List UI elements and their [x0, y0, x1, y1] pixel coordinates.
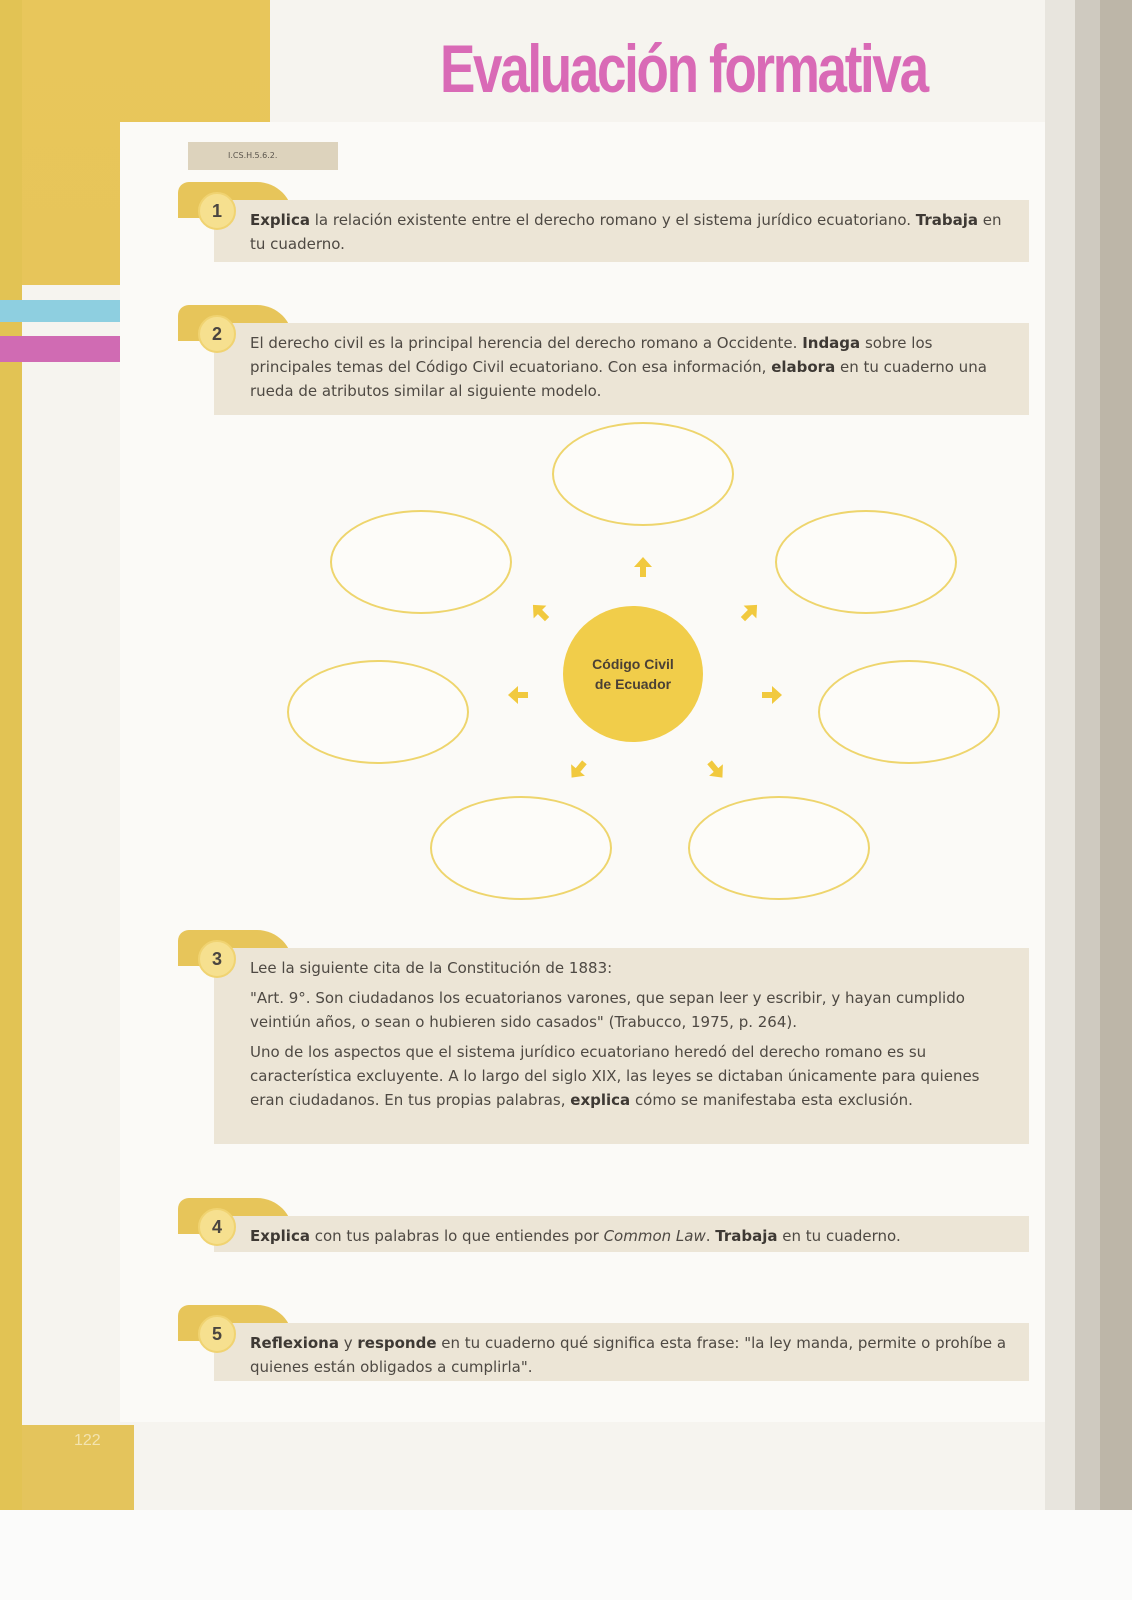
center-label-line-1: Código Civil [592, 656, 674, 672]
scan-bottom-margin [0, 1510, 1132, 1600]
activity-2-box [214, 323, 1029, 415]
book-edge [1100, 0, 1132, 1510]
blue-stripe-decoration [0, 300, 120, 322]
attribute-oval-upper-left [330, 510, 512, 614]
activity-2-number: 2 [198, 315, 236, 353]
attribute-oval-upper-right [775, 510, 957, 614]
activity-1-box [214, 200, 1029, 262]
activity-1-text: Explica la relación existente entre el derecho romano y el sistema jurídico ecuatoriano. Trabaja en tu cuaderno. [250, 211, 1002, 253]
attribute-oval-right [818, 660, 1000, 764]
activity-3-box [214, 948, 1029, 1144]
page-spine [0, 0, 22, 1510]
page-number: 122 [74, 1432, 101, 1449]
arrow-right-icon [760, 683, 784, 707]
attribute-oval-top [552, 422, 734, 526]
activity-5-text: Reflexiona y responde en tu cuaderno qué significa esta frase: "la ley manda, permite o prohíbe a quienes están obligados a cumplirla". [250, 1334, 1007, 1376]
activity-3-quote: "Art. 9°. Son ciudadanos los ecuatorianos varones, que sepan leer y escribir, y hayan cumplido veintiún años, o sean o hubieren sido casados" (Trabucco, 1975, p. 264). [250, 989, 965, 1031]
activity-3-paragraph-3: Uno de los aspectos que el sistema jurídico ecuatoriano heredó del derecho romano es su característica excluyente. A lo largo del siglo XIX, las leyes se dictaban únicamente para quienes eran ciudadanos. En tus propias palabras, explica cómo se manifestaba esta exclusión. [250, 1043, 980, 1109]
attribute-oval-lower-right [688, 796, 870, 900]
page-title: Evaluación formativa [440, 31, 927, 107]
diagram-center-circle [563, 606, 703, 742]
activity-4-number: 4 [198, 1208, 236, 1246]
activity-3-number: 3 [198, 940, 236, 978]
activity-1-number: 1 [198, 192, 236, 230]
indicator-code: I.CS.H.5.6.2. [188, 142, 338, 170]
pink-stripe-decoration [0, 336, 120, 362]
center-label-line-2: de Ecuador [594, 676, 672, 692]
activity-2-text: El derecho civil es la principal herencia del derecho romano a Occidente. Indaga sobre los principales temas del Código Civil ecuatoriano. Con esa información, elabora en tu cuaderno una rueda de atributos similar al siguiente modelo. [250, 334, 987, 400]
activity-3-paragraph-1: Lee la siguiente cita de la Constitución de 1883: [250, 959, 613, 977]
activity-5-number: 5 [198, 1315, 236, 1353]
attribute-oval-lower-left [430, 796, 612, 900]
attribute-oval-left [287, 660, 469, 764]
arrow-left-icon [506, 683, 530, 707]
activity-5-box [214, 1323, 1029, 1381]
page-right-edge [1045, 0, 1075, 1510]
activity-4-text: Explica con tus palabras lo que entiendes por Common Law. Trabaja en tu cuaderno. [250, 1227, 901, 1245]
arrow-up-icon [631, 555, 655, 579]
activity-4-box [214, 1216, 1029, 1252]
